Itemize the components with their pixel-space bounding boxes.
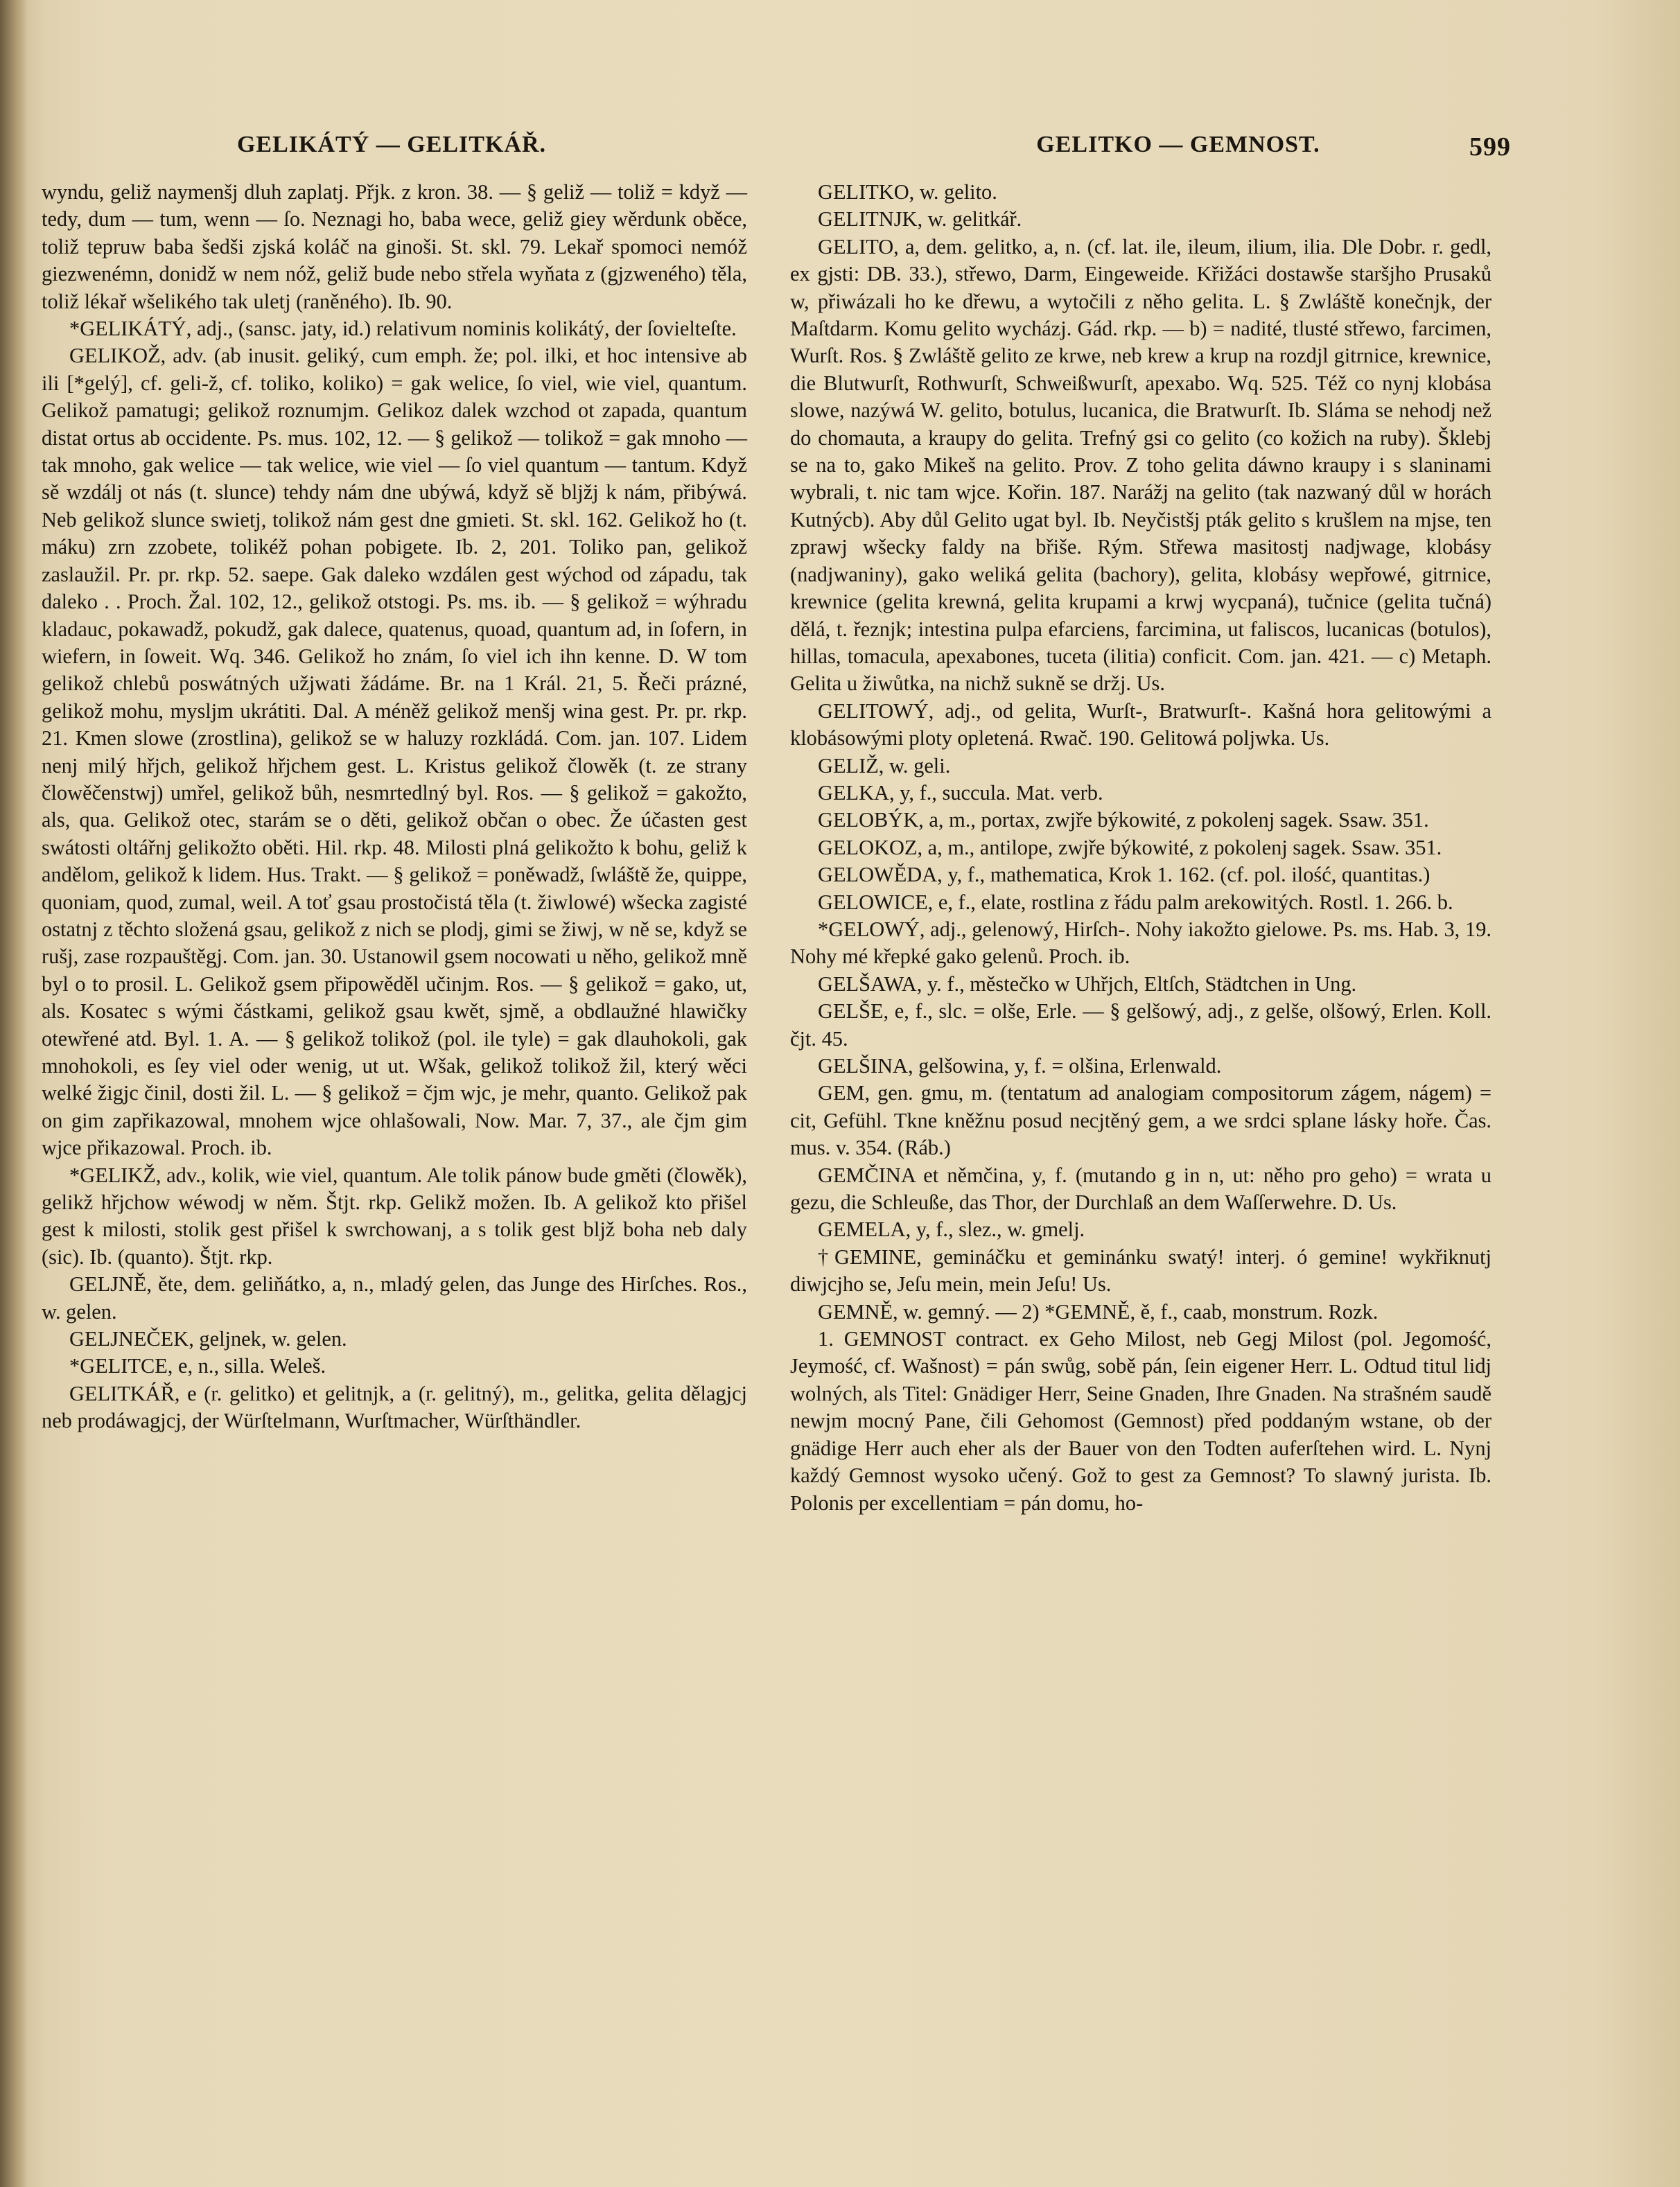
entry-gelitowy: GELITOWÝ, adj., od gelita, Wurſt-, Bratwurſt-. Kašná hora gelitowými a klobásowými ploty opletená. Rwač. 190. Gelitowá poljwka. Us. — [790, 699, 1491, 750]
running-header-right: GELITKO — GEMNOST. — [1036, 132, 1320, 157]
entry-gelobyk: GELOBÝK, a, m., portax, zwjře býkowité, z pokolenj sagek. Ssaw. 351. — [818, 808, 1429, 832]
entry-gelowice: GELOWICE, e, f., elate, rostlina z řádu palm arekowitých. Rostl. 1. 266. b. — [818, 890, 1453, 914]
entry-gelsina: GELŠINA, gelšowina, y, f. = olšina, Erlenwald. — [818, 1054, 1222, 1078]
entry-gemne: GEMNĚ, w. gemný. — 2) *GEMNĚ, ě, f., caab, monstrum. Rozk. — [818, 1299, 1379, 1324]
entry-gelka: GELKA, y, f., succula. Mat. verb. — [818, 780, 1103, 805]
entry-gelito: GELITO, a, dem. gelitko, a, n. (cf. lat. ile, ileum, ilium, ilia. Dle Dobr. r. gedl, ex gjsti: DB. 33.), střewo, Darm, Eingeweide. Křižáci dostawše staršjho Prusaků w, přiwázali ho ke dřewu, a wytočili z něho gelita. L. § Zwláště konečnjk, der Maſtdarm. Komu gelito wycházj. Gád. rkp. — b) = nadité, tlusté střewo, farcimen, Wurſt. Ros. § Zwláště gelito ze krwe, neb krew a krup na rozdjl gitrnice, krewnice, die Blutwurſt, Rothwurſt, Schweißwurſt, apexabo. Wq. 525. Též co nynj klobása slowe, nazýwá W. gelito, botulus, lucanica, die Bratwurſt. Ib. Sláma se nehodj než do chomauta, a kraupy do gelita. Trefný gsi co gelito (co kožich na ruby). Šklebj se na to, gako Mikeš na gelito. Prov. Z toho gelita dáwno kraupy i s slaninami wybrali, t. nic tam wjce. Kořin. 187. Narážj na gelito (tak nazwaný důl w horách Kutnýcb). Aby důl Gelito ugat byl. Ib. Neyčistšj pták gelito s krušlem na mjse, ten zprawj wšecky faldy na břiše. Rým. Střewa masitostj nadjwage, klobásy (nadjwaniny), gako weliká gelita (bachory), gelita, klobásy wepřowé, gitrnice, krewnice (gelita krewná, gelita krupami a krwj wycpaná), tučnice (gelita tučná) dělá, t. řeznjk; intestina pulpa efarciens, farcimina, ut faliscos, lucanicas (botulos), hillas, tomacula, apexabones, tuceta (ilitia) conficit. Com. jan. 421. — c) Metaph. Gelita u žiwůtka, na nichž sukně se držj. Us. — [790, 234, 1491, 696]
entry-gelitko: GELITKO, w. gelito. — [818, 180, 997, 204]
entry-gemcina: GEMČINA et němčina, y, f. (mutando g in n, ut: něho pro geho) = wrata u gezu, die Schleuße, das Thor, der Durchlaß an dem Waſſerwehre. D. Us. — [790, 1163, 1491, 1215]
entry-gelsawa: GELŠAWA, y. f., městečko w Uhřjch, Eltſch, Städtchen in Ung. — [818, 972, 1357, 996]
entry-gelitce: *GELITCE, e, n., silla. Weleš. — [69, 1354, 326, 1378]
entry-gelokoz: GELOKOZ, a, m., antilope, zwjře býkowité, z pokolenj sagek. Ssaw. 351. — [818, 835, 1442, 859]
entry-gelitnjk: GELITNJK, w. gelitkář. — [818, 207, 1022, 231]
running-header-left: GELIKÁTÝ — GELITKÁŘ. — [236, 132, 547, 157]
entry-gelse: GELŠE, e, f., slc. = olše, Erle. — § gelšowý, adj., z gelše, olšowý, Erlen. Koll. čjt. 45. — [790, 999, 1491, 1051]
entry-geljnecek: GELJNEČEK, geljnek, w. gelen. — [69, 1327, 347, 1351]
entry-gemnost: 1. GEMNOST contract. ex Geho Milost, neb Gegj Milost (pol. Jegomość, Jeymość, cf. Wašnost) = pán swůg, sobě pán, ſein eigener Herr. L. Odtud titul lidj wolných, als Titel: Gnädiger Herr, Seine Gnaden, Ihre Gnaden. Na strašném saudě newjm mocný Pane, čili Gehomost (Gemnost) před poddaným wstane, ob der gnädige Herr auch eher als der Bauer von den Todten auferſtehen wird. L. Nynj každý Gemnost wysoko učený. Gož to gest za Gemnost? To slawný jurista. Ib. Polonis per excellentiam = pán domu, ho- — [790, 1327, 1491, 1515]
entry-gelikz: *GELIKŽ, adv., kolik, wie viel, quantum. Ale tolik pánow bude gměti (člowěk), gelikž hřjchow wéwodj w něm. Štjt. rkp. Gelikž možen. Ib. A gelikož kto přišel gest k milosti, stolik gest přišel k swrchowanj, a s tolik gest bljž boha neb daly (sic). Ib. (quanto). Štjt. rkp. — [42, 1163, 747, 1269]
entry-gelikoz: GELIKOŽ, adv. (ab inusit. geliký, cum emph. že; pol. ilki, et hoc intensive ab ili [*gelý], cf. geli-ž, cf. toliko, koliko) = gak welice, ſo viel, wie viel, quantum. Gelikož pamatugi; gelikož roznumjm. Gelikoz dalek wzchod ot zapada, quantum distat ortus ab occidente. Ps. mus. 102, 12. — § gelikož — tolikož = gak mnoho — tak mnoho, gak welice — tak welice, wie viel — ſo viel quantum — tantum. Když sě wzdálj ot nás (t. slunce) tehdy nám dne ubýwá, když sě bljžj k nám, přibýwá. Neb gelikož slunce swietj, tolikož nám gest dne gmieti. St. skl. 162. Gelikož ho (t. máku) zrn zzobete, tolikéž pohan pobigete. Ib. 2, 201. Toliko pan, gelikož zaslaužil. Pr. pr. rkp. 52. saepe. Gak daleko wzdálen gest wýchod od západu, tak daleko . . Proch. Žal. 102, 12., gelikož otstogi. Ps. ms. ib. — § gelikož = wýhradu kladauc, pokawadž, pokudž, gak dalece, quatenus, quoad, quantum ad, in ſofern, in wiefern, in ſoweit. Wq. 346. Gelikož ho znám, ſo viel ich ihn kenne. D. W tom gelikož chlebů poswátných užjwati žádáme. Br. na 1 Král. 21, 5. Řeči prázné, gelikož mohu, mysljm ukrátiti. Dal. A méněž gelikož menšj wina gest. Pr. pr. rkp. 21. Kmen slowe (zrostlina), gelikož se w haluzy rozkládá. Com. jan. 107. Lidem nenj milý hřjch, gelikož hřjchem gest. L. Kristus gelikož člowěk (t. ze strany člowěčenstwj) umřel, gelikož bůh, nesmrtedlný byl. Ros. — § gelikož = gakožto, als, qua. Gelikož otec, starám se o děti, gelikož občan o obec. Že účasten gest swátosti oltářnj gelikožto oběti. Hil. rkp. 48. Milosti plná gelikožto k bohu, geliž k andělom, gelikož k lidem. Hus. Trakt. — § gelikož = poněwadž, ſwláště že, quippe, quoniam, quod, zumal, weil. A toť gsau prostočistá těla (t. žiwlowé) wšecka zagisté ostatnj z těchto složená gsau, gelikož z nich se plodj, gimi se žiwj, w ně se, když se rušj, zase rozpauštěgj. Com. jan. 30. Ustanowil gsem nocowati u něho, gelikož mně byl o to prosil. L. Gelikož gsem připowěděl učinjm. Ros. — § gelikož = gako, ut, als. Kosatec s wými částkami, gelikož gsau kwět, sjmě, a obdlaužné hlawičky otewřené atd. Byl. 1. A. — § gelikož tolikož (pol. ile tyle) = gak dlauhokoli, gak mnohokoli, es ſey viel oder wenig, ut ut. Wšak, gelikož tolikož žil, který wěci welké žigjc činil, dosti žil. L. — § gelikož = čjm wjc, je mehr, quanto. Gelikož pak on gim zapřikazowal, mnohem wjce ohlašowali, Now. Mar. 7, 37., ale čjm gim wjce přikazowal. Proch. ib. — [42, 344, 747, 1160]
entry-gem: GEM, gen. gmu, m. (tentatum ad analogiam compositorum zágem, nágem) = cit, Gefühl. Tkne kněžnu posud necjtěný gem, a we srdci splane lásky hoře. Čas. mus. v. 354. (Ráb.) — [790, 1081, 1491, 1160]
entry-geljne: GELJNĚ, ěte, dem. geliňátko, a, n., mladý gelen, das Junge des Hirſches. Ros., w. gelen. — [42, 1272, 747, 1324]
entry-gemela: GEMELA, y, f., slez., w. gmelj. — [818, 1218, 1085, 1242]
entry-geliz: GELIŽ, w. geli. — [818, 753, 951, 778]
entry-continuation: wyndu, geliž naymenšj dluh zaplatj. Přjk. z kron. 38. — § gelіž — toliž = když — tedy, dum — tum, wenn — ſo. Neznagi ho, baba wece, geliž giey wěrdunk oběce, toliž tepruw baba šedši zjská koláč na ginoši. St. skl. 79. Lekař spomoci nemóž giezwenémn, donidž w nem nóž, geliž bude nebo střela wyňata z (gjzweného) těla, toliž lékař wšelikého tak uletj (raněného). Ib. 90. — [42, 180, 747, 313]
left-column — [42, 179, 747, 1435]
entry-gelowy: *GELOWÝ, adj., gelenowý, Hirſch-. Nohy iakožto gielowe. Ps. ms. Hab. 3, 19. Nohy mé křepké gako gelenů. Proch. ib. — [790, 917, 1491, 969]
page-number: 599 — [1469, 132, 1511, 161]
right-column — [790, 179, 1491, 1517]
entry-geloweda: GELOWĚDA, y, f., mathematica, Krok 1. 162. (cf. pol. ilość, quantitas.) — [818, 863, 1430, 887]
book-binding-shadow — [0, 0, 28, 2187]
entry-gelikaty: *GELIKÁTÝ, adj., (sansc. jaty, id.) relativum nominis kolikátý, der ſovielteſte. — [69, 317, 737, 341]
entry-gelitkar: GELITKÁŘ, e (r. gelitko) et gelitnjk, a (r. gelitný), m., gelitka, gelita dělagjcj neb prodáwagjcj, der Würſtelmann, Wurſtmacher, Würſthändler. — [42, 1381, 747, 1433]
entry-gemine: †GEMINE, gemináčku et geminánku swatý! interj. ó gemine! wykřiknutj diwjcjho se, Jeſu mein, mein Jeſu! Us. — [790, 1245, 1491, 1297]
